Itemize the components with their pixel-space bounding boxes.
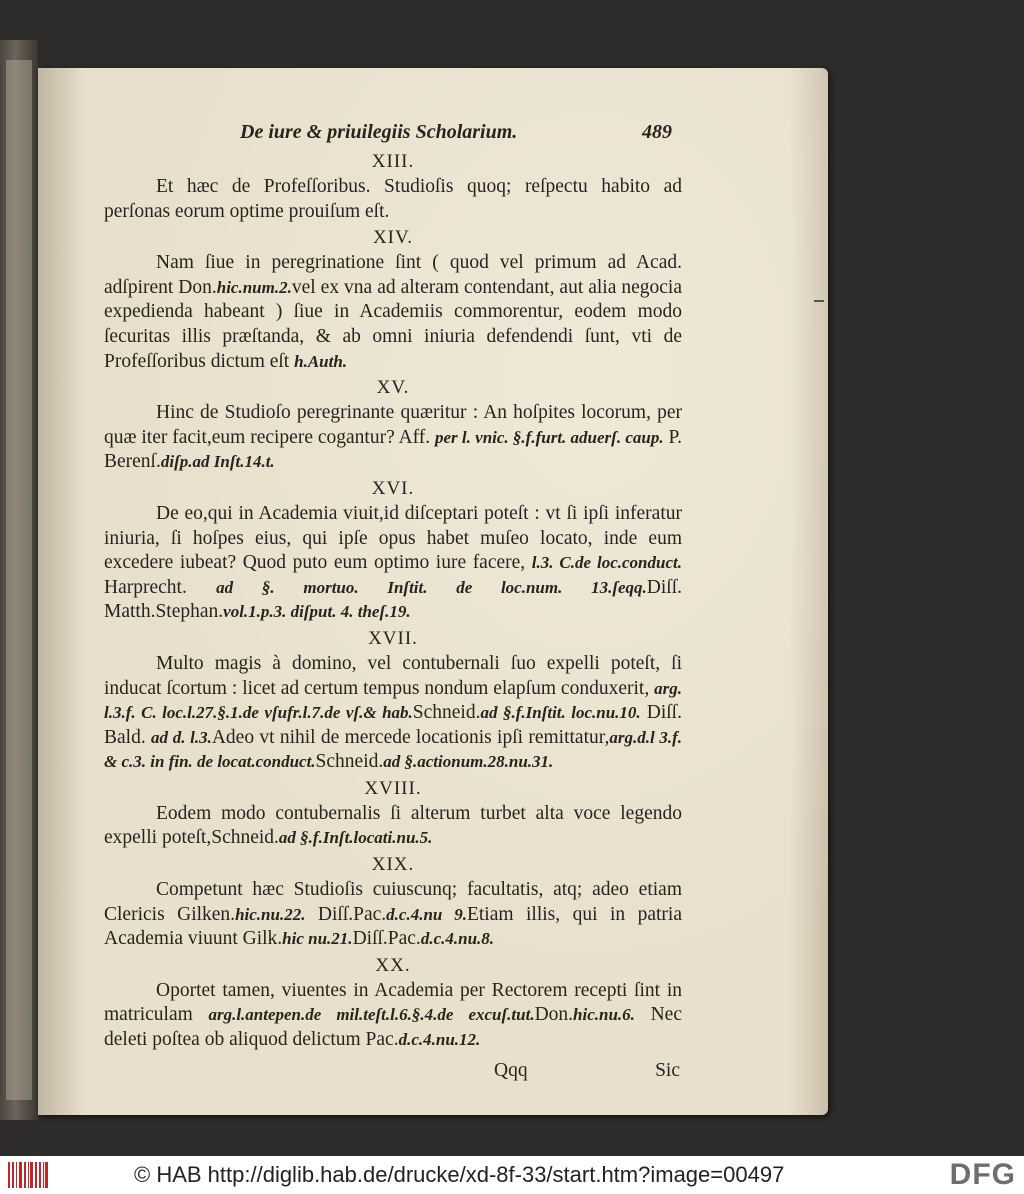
facing-page-sliver bbox=[6, 60, 32, 1100]
attribution-link[interactable]: © HAB http://diglib.hab.de/drucke/xd-8f-33/start.htm?image=00497 bbox=[134, 1162, 785, 1187]
section-numeral: XIV. bbox=[372, 227, 414, 249]
viewer-footer-bar bbox=[0, 1156, 1024, 1194]
section-paragraph: Hinc de Studioſo peregrinante quæritur : An hoſpites locorum, per quæ iter facit,eum recipere cogantur? Aff. per l. vnic. §.f.furt. aduerſ. caup. P. Berenſ.diſp.ad Inſt.14.t. bbox=[104, 402, 683, 473]
section-numeral: XVII. bbox=[368, 627, 418, 649]
page-mark bbox=[814, 300, 824, 302]
running-header bbox=[104, 120, 682, 148]
page-number: 489 bbox=[642, 121, 672, 143]
section-paragraph: Oportet tamen, viuentes in Academia per Rectorem recepti ſint in matriculam arg.l.antepen.de mil.teſt.l.6.§.4.de excuſ.tut.Don.hic.nu.6. Nec deleti poſtea ob aliquod delictum Pac.d.c.4.nu.12. bbox=[104, 979, 682, 1051]
section-numeral: XV. bbox=[376, 377, 410, 399]
page-footer bbox=[104, 1059, 682, 1085]
section-numeral: XVIII. bbox=[364, 777, 422, 799]
section-paragraph: De eo,qui in Academia viuit,id diſceptari poteſt : vt ſi ipſi inferatur iniuria, ſi hoſpes eius, qui ipſe opus habet muſeo locato, inde eum excedere iubeat? Quod puto eum optimo iure facere, l.3. C.de loc.conduct. Harprecht. ad §. mortuo. Inſtit. de loc.num. 13.ſeqq.Diſſ. Matth.Stephan.vol.1.p.3. diſput. 4. theſ.19. bbox=[104, 502, 682, 623]
section-numeral: XIX. bbox=[371, 854, 415, 876]
hab-logo-icon bbox=[8, 1161, 48, 1189]
section-paragraph: Competunt hæc Studioſis cuiuscunq; facultatis, atq; adeo etiam Clericis Gilken.hic.nu.22. Diſſ.Pac.d.c.4.nu 9.Etiam illis, qui in patria Academia viuunt Gilk.hic nu.21.Diſſ.Pac.d.c.4.nu.8. bbox=[104, 879, 682, 950]
section-paragraph: Et hæc de Profeſſoribus. Studioſis quoq; reſpectu habito ad perſonas eorum optime prouiſum eſt. bbox=[104, 176, 682, 222]
section-paragraph: Nam ſiue in peregrinatione ſint ( quod vel primum ad Acad. adſpirent Don.hic.num.2.vel ex vna ad alteram contendant, aut alia negocia expedienda habeant ) ſiue in Academiis commorentur, eodem modo ſecuritas illis præſtanda, & ab omni iniuria defendendi ſunt, vti de Profeſſoribus dictum eſt h.Auth. bbox=[104, 252, 682, 372]
dfg-logo: DFG bbox=[949, 1158, 1016, 1191]
section-paragraph: Eodem modo contubernalis ſi alterum turbet alta voce legendo expelli poteſt,Schneid.ad §.f.Inſt.locati.nu.5. bbox=[104, 802, 682, 849]
signature-mark: Qqq bbox=[494, 1059, 528, 1081]
section-list bbox=[104, 150, 682, 1053]
catchword: Sic bbox=[655, 1059, 680, 1081]
page-content bbox=[104, 120, 682, 1085]
section-numeral: XX. bbox=[375, 954, 411, 976]
section-numeral: XIII. bbox=[371, 151, 415, 172]
section-numeral: XVI. bbox=[371, 477, 415, 499]
running-title: De iure & priuilegiis Scholarium. bbox=[240, 121, 518, 143]
section-paragraph: Multo magis à domino, vel contubernali ſuo expelli poteſt, ſi inducat ſcortum : licet ad certum tempus nondum elapſum conduxerit, arg. l.3.f. C. loc.l.27.§.1.de vſufr.l.7.de vſ.& hab.Schneid.ad §.f.Inſtit. loc.nu.10. Diſſ. Bald. ad d. l.3.Adeo vt nihil de mercede locationis ipſi remittatur,arg.d.l 3.f. & c.3. in fin. de locat.conduct.Schneid.ad §.actionum.28.nu.31. bbox=[104, 652, 682, 773]
